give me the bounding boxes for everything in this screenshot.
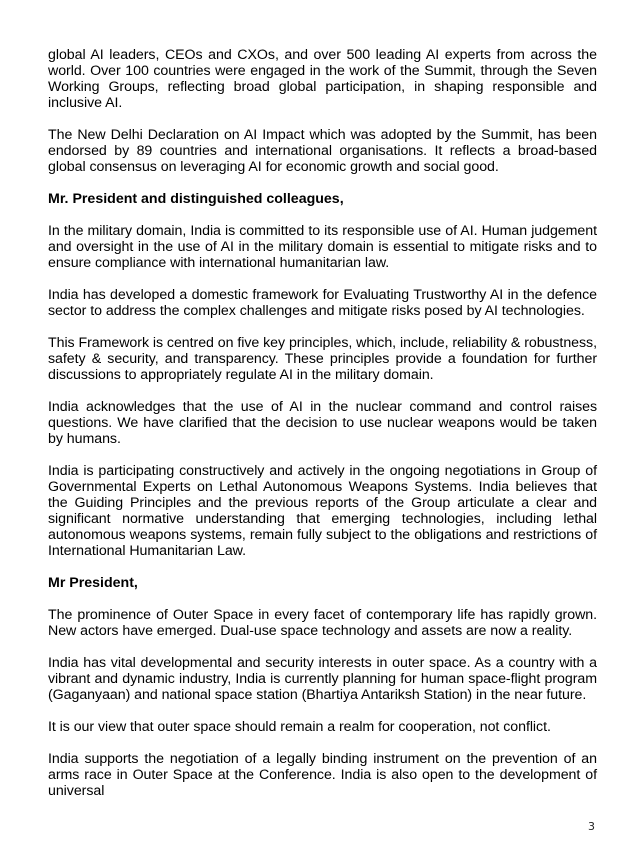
paragraph-paros-instrument: India supports the negotiation of a legally binding instrument on the prevention of an arms race in Outer Space at the Conference. India is also open to the development of universal: [48, 751, 597, 799]
paragraph-space-cooperation: It is our view that outer space should remain a realm for cooperation, not conflict.: [48, 719, 551, 735]
salutation-heading: Mr President,: [48, 575, 138, 591]
paragraph-outer-space-prominence: The prominence of Outer Space in every facet of contemporary life has rapidly grown. New actors have emerged. Dual-use space technology and assets are now a reality.: [48, 607, 597, 639]
paragraph-five-principles: This Framework is centred on five key principles, which, include, reliability & robustness, safety & security, and transparency. These principles provide a foundation for further discussions to appropriately regulate AI in the military domain.: [48, 335, 597, 383]
salutation-heading: Mr. President and distinguished colleagues,: [48, 191, 344, 207]
paragraph-india-space-interests: India has vital developmental and security interests in outer space. As a country with a vibrant and dynamic industry, India is currently planning for human space-flight program (Gaganyaan) and national space station (Bhartiya Antariksh Station) in the near future.: [48, 655, 597, 703]
paragraph-military-domain: In the military domain, India is committed to its responsible use of AI. Human judgement and oversight in the use of AI in the military domain is essential to mitigate risks and to ensure compliance with international humanitarian law.: [48, 223, 597, 271]
paragraph-domestic-framework: India has developed a domestic framework for Evaluating Trustworthy AI in the defence sector to address the complex challenges and mitigate risks posed by AI technologies.: [48, 287, 597, 319]
document-page: [48, 47, 597, 799]
paragraph-laws-gge: India is participating constructively and actively in the ongoing negotiations in Group of Governmental Experts on Lethal Autonomous Weapons Systems. India believes that the Guiding Principles and the previous reports of the Group articulate a clear and significant normative understanding that emerging technologies, including lethal autonomous weapons systems, remain fully subject to the obligations and restrictions of International Humanitarian Law.: [48, 463, 597, 559]
page-number: 3: [588, 820, 595, 833]
paragraph-new-delhi-declaration: The New Delhi Declaration on AI Impact which was adopted by the Summit, has been endorsed by 89 countries and international organisations. It reflects a broad-based global consensus on leveraging AI for economic growth and social good.: [48, 127, 597, 175]
paragraph-nuclear-command: India acknowledges that the use of AI in the nuclear command and control raises questions. We have clarified that the decision to use nuclear weapons would be taken by humans.: [48, 399, 597, 447]
paragraph-ai-summit-participation: global AI leaders, CEOs and CXOs, and over 500 leading AI experts from across the world. Over 100 countries were engaged in the work of the Summit, through the Seven Working Groups, reflecting broad global participation, in shaping responsible and inclusive AI.: [48, 47, 597, 111]
